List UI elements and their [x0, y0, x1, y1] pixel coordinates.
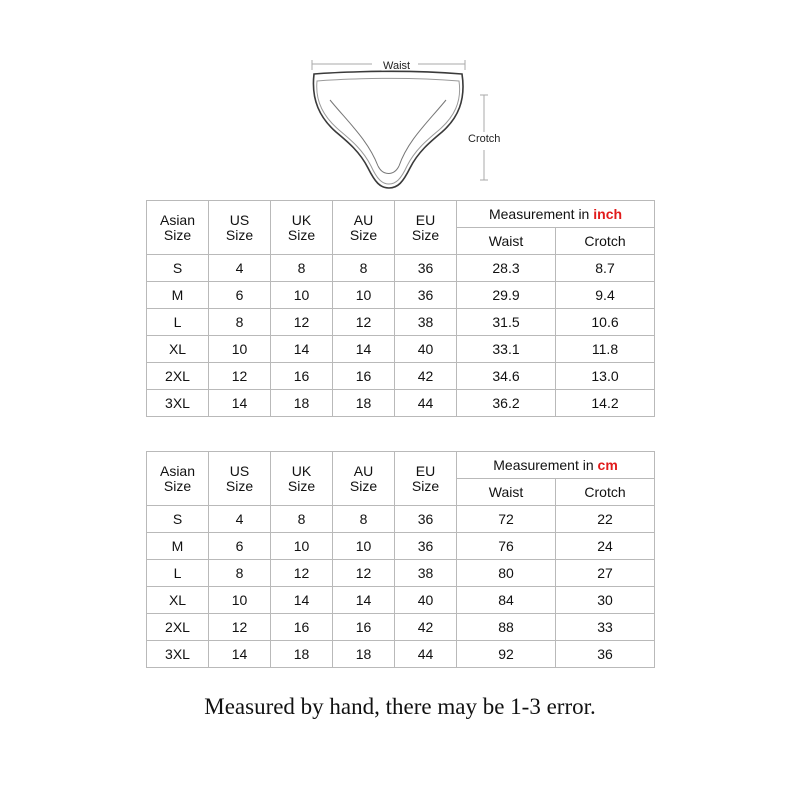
table-row	[147, 560, 655, 587]
cell-au: 14	[333, 336, 395, 363]
garment-diagram	[0, 0, 800, 200]
cell-uk: 16	[271, 614, 333, 641]
table-row	[147, 533, 655, 560]
cell-us: 8	[209, 560, 271, 587]
cell-waist: 29.9	[457, 282, 556, 309]
inch-table-block	[146, 200, 654, 417]
cell-au: 8	[333, 255, 395, 282]
header-measurement-unit: Measurement in inch	[457, 201, 655, 228]
cell-au: 12	[333, 560, 395, 587]
cell-eu: 44	[395, 390, 457, 417]
header-waist: Waist	[457, 228, 556, 255]
cell-crotch: 30	[556, 587, 655, 614]
cell-uk: 12	[271, 309, 333, 336]
unit-accent: inch	[593, 206, 623, 222]
cell-asian: XL	[147, 336, 209, 363]
cell-us: 12	[209, 363, 271, 390]
header-waist: Waist	[457, 479, 556, 506]
cell-us: 6	[209, 533, 271, 560]
cell-waist: 92	[457, 641, 556, 668]
cell-uk: 10	[271, 533, 333, 560]
cell-asian: 2XL	[147, 614, 209, 641]
cell-au: 14	[333, 587, 395, 614]
cell-uk: 18	[271, 390, 333, 417]
header-uk-size: UK Size	[271, 452, 333, 506]
footnote: Measured by hand, there may be 1-3 error.	[204, 694, 596, 719]
cell-au: 8	[333, 506, 395, 533]
cell-waist: 76	[457, 533, 556, 560]
cell-uk: 8	[271, 506, 333, 533]
cell-eu: 40	[395, 587, 457, 614]
table-row	[147, 363, 655, 390]
table-row	[147, 282, 655, 309]
cell-uk: 8	[271, 255, 333, 282]
table-row	[147, 309, 655, 336]
cell-uk: 14	[271, 336, 333, 363]
table-row	[147, 587, 655, 614]
table-row	[147, 336, 655, 363]
cm-table-block	[146, 451, 654, 668]
table-row	[147, 506, 655, 533]
cell-au: 16	[333, 363, 395, 390]
cell-asian: M	[147, 533, 209, 560]
cell-crotch: 24	[556, 533, 655, 560]
cell-uk: 12	[271, 560, 333, 587]
cell-crotch: 22	[556, 506, 655, 533]
cell-us: 8	[209, 309, 271, 336]
panty-outline-icon	[290, 40, 540, 200]
cell-asian: 2XL	[147, 363, 209, 390]
cell-au: 12	[333, 309, 395, 336]
cell-waist: 88	[457, 614, 556, 641]
cell-waist: 72	[457, 506, 556, 533]
cell-crotch: 11.8	[556, 336, 655, 363]
cell-uk: 16	[271, 363, 333, 390]
header-crotch: Crotch	[556, 228, 655, 255]
cell-asian: L	[147, 560, 209, 587]
header-au-size: AU Size	[333, 452, 395, 506]
header-measurement-unit: Measurement in cm	[457, 452, 655, 479]
cell-us: 14	[209, 390, 271, 417]
cell-waist: 34.6	[457, 363, 556, 390]
cell-asian: 3XL	[147, 390, 209, 417]
cell-eu: 42	[395, 614, 457, 641]
header-au-size: AU Size	[333, 201, 395, 255]
cell-us: 10	[209, 336, 271, 363]
cell-uk: 18	[271, 641, 333, 668]
cm-size-table	[146, 451, 655, 668]
cell-asian: S	[147, 506, 209, 533]
cell-au: 10	[333, 282, 395, 309]
cell-asian: L	[147, 309, 209, 336]
cell-us: 12	[209, 614, 271, 641]
cell-uk: 14	[271, 587, 333, 614]
table-header-row	[147, 201, 655, 228]
cell-eu: 36	[395, 533, 457, 560]
header-us-size: US Size	[209, 452, 271, 506]
cell-waist: 28.3	[457, 255, 556, 282]
cell-au: 18	[333, 641, 395, 668]
header-crotch: Crotch	[556, 479, 655, 506]
cell-waist: 80	[457, 560, 556, 587]
cell-asian: S	[147, 255, 209, 282]
header-eu-size: EU Size	[395, 452, 457, 506]
cell-waist: 84	[457, 587, 556, 614]
cell-eu: 42	[395, 363, 457, 390]
cell-us: 6	[209, 282, 271, 309]
cell-crotch: 13.0	[556, 363, 655, 390]
header-asian-size: Asian Size	[147, 452, 209, 506]
table-row	[147, 641, 655, 668]
cell-waist: 31.5	[457, 309, 556, 336]
cell-eu: 36	[395, 506, 457, 533]
header-asian-size: Asian Size	[147, 201, 209, 255]
cell-asian: 3XL	[147, 641, 209, 668]
cell-crotch: 14.2	[556, 390, 655, 417]
cell-asian: XL	[147, 587, 209, 614]
table-row	[147, 614, 655, 641]
cell-crotch: 8.7	[556, 255, 655, 282]
header-uk-size: UK Size	[271, 201, 333, 255]
waist-label: Waist	[383, 60, 411, 72]
cell-waist: 36.2	[457, 390, 556, 417]
cell-crotch: 9.4	[556, 282, 655, 309]
cell-crotch: 33	[556, 614, 655, 641]
cell-au: 18	[333, 390, 395, 417]
header-us-size: US Size	[209, 201, 271, 255]
table-header-row	[147, 452, 655, 479]
cell-eu: 40	[395, 336, 457, 363]
table-row	[147, 255, 655, 282]
unit-accent: cm	[597, 457, 618, 473]
cell-eu: 38	[395, 560, 457, 587]
cell-us: 4	[209, 255, 271, 282]
cell-uk: 10	[271, 282, 333, 309]
table-row	[147, 390, 655, 417]
cell-au: 16	[333, 614, 395, 641]
cell-crotch: 10.6	[556, 309, 655, 336]
cell-crotch: 27	[556, 560, 655, 587]
cell-crotch: 36	[556, 641, 655, 668]
cell-waist: 33.1	[457, 336, 556, 363]
cell-au: 10	[333, 533, 395, 560]
crotch-label: Crotch	[468, 133, 501, 145]
cell-us: 14	[209, 641, 271, 668]
cell-asian: M	[147, 282, 209, 309]
cell-eu: 36	[395, 255, 457, 282]
cell-us: 4	[209, 506, 271, 533]
cell-eu: 38	[395, 309, 457, 336]
inch-size-table	[146, 200, 655, 417]
cell-us: 10	[209, 587, 271, 614]
header-eu-size: EU Size	[395, 201, 457, 255]
cell-eu: 44	[395, 641, 457, 668]
cell-eu: 36	[395, 282, 457, 309]
